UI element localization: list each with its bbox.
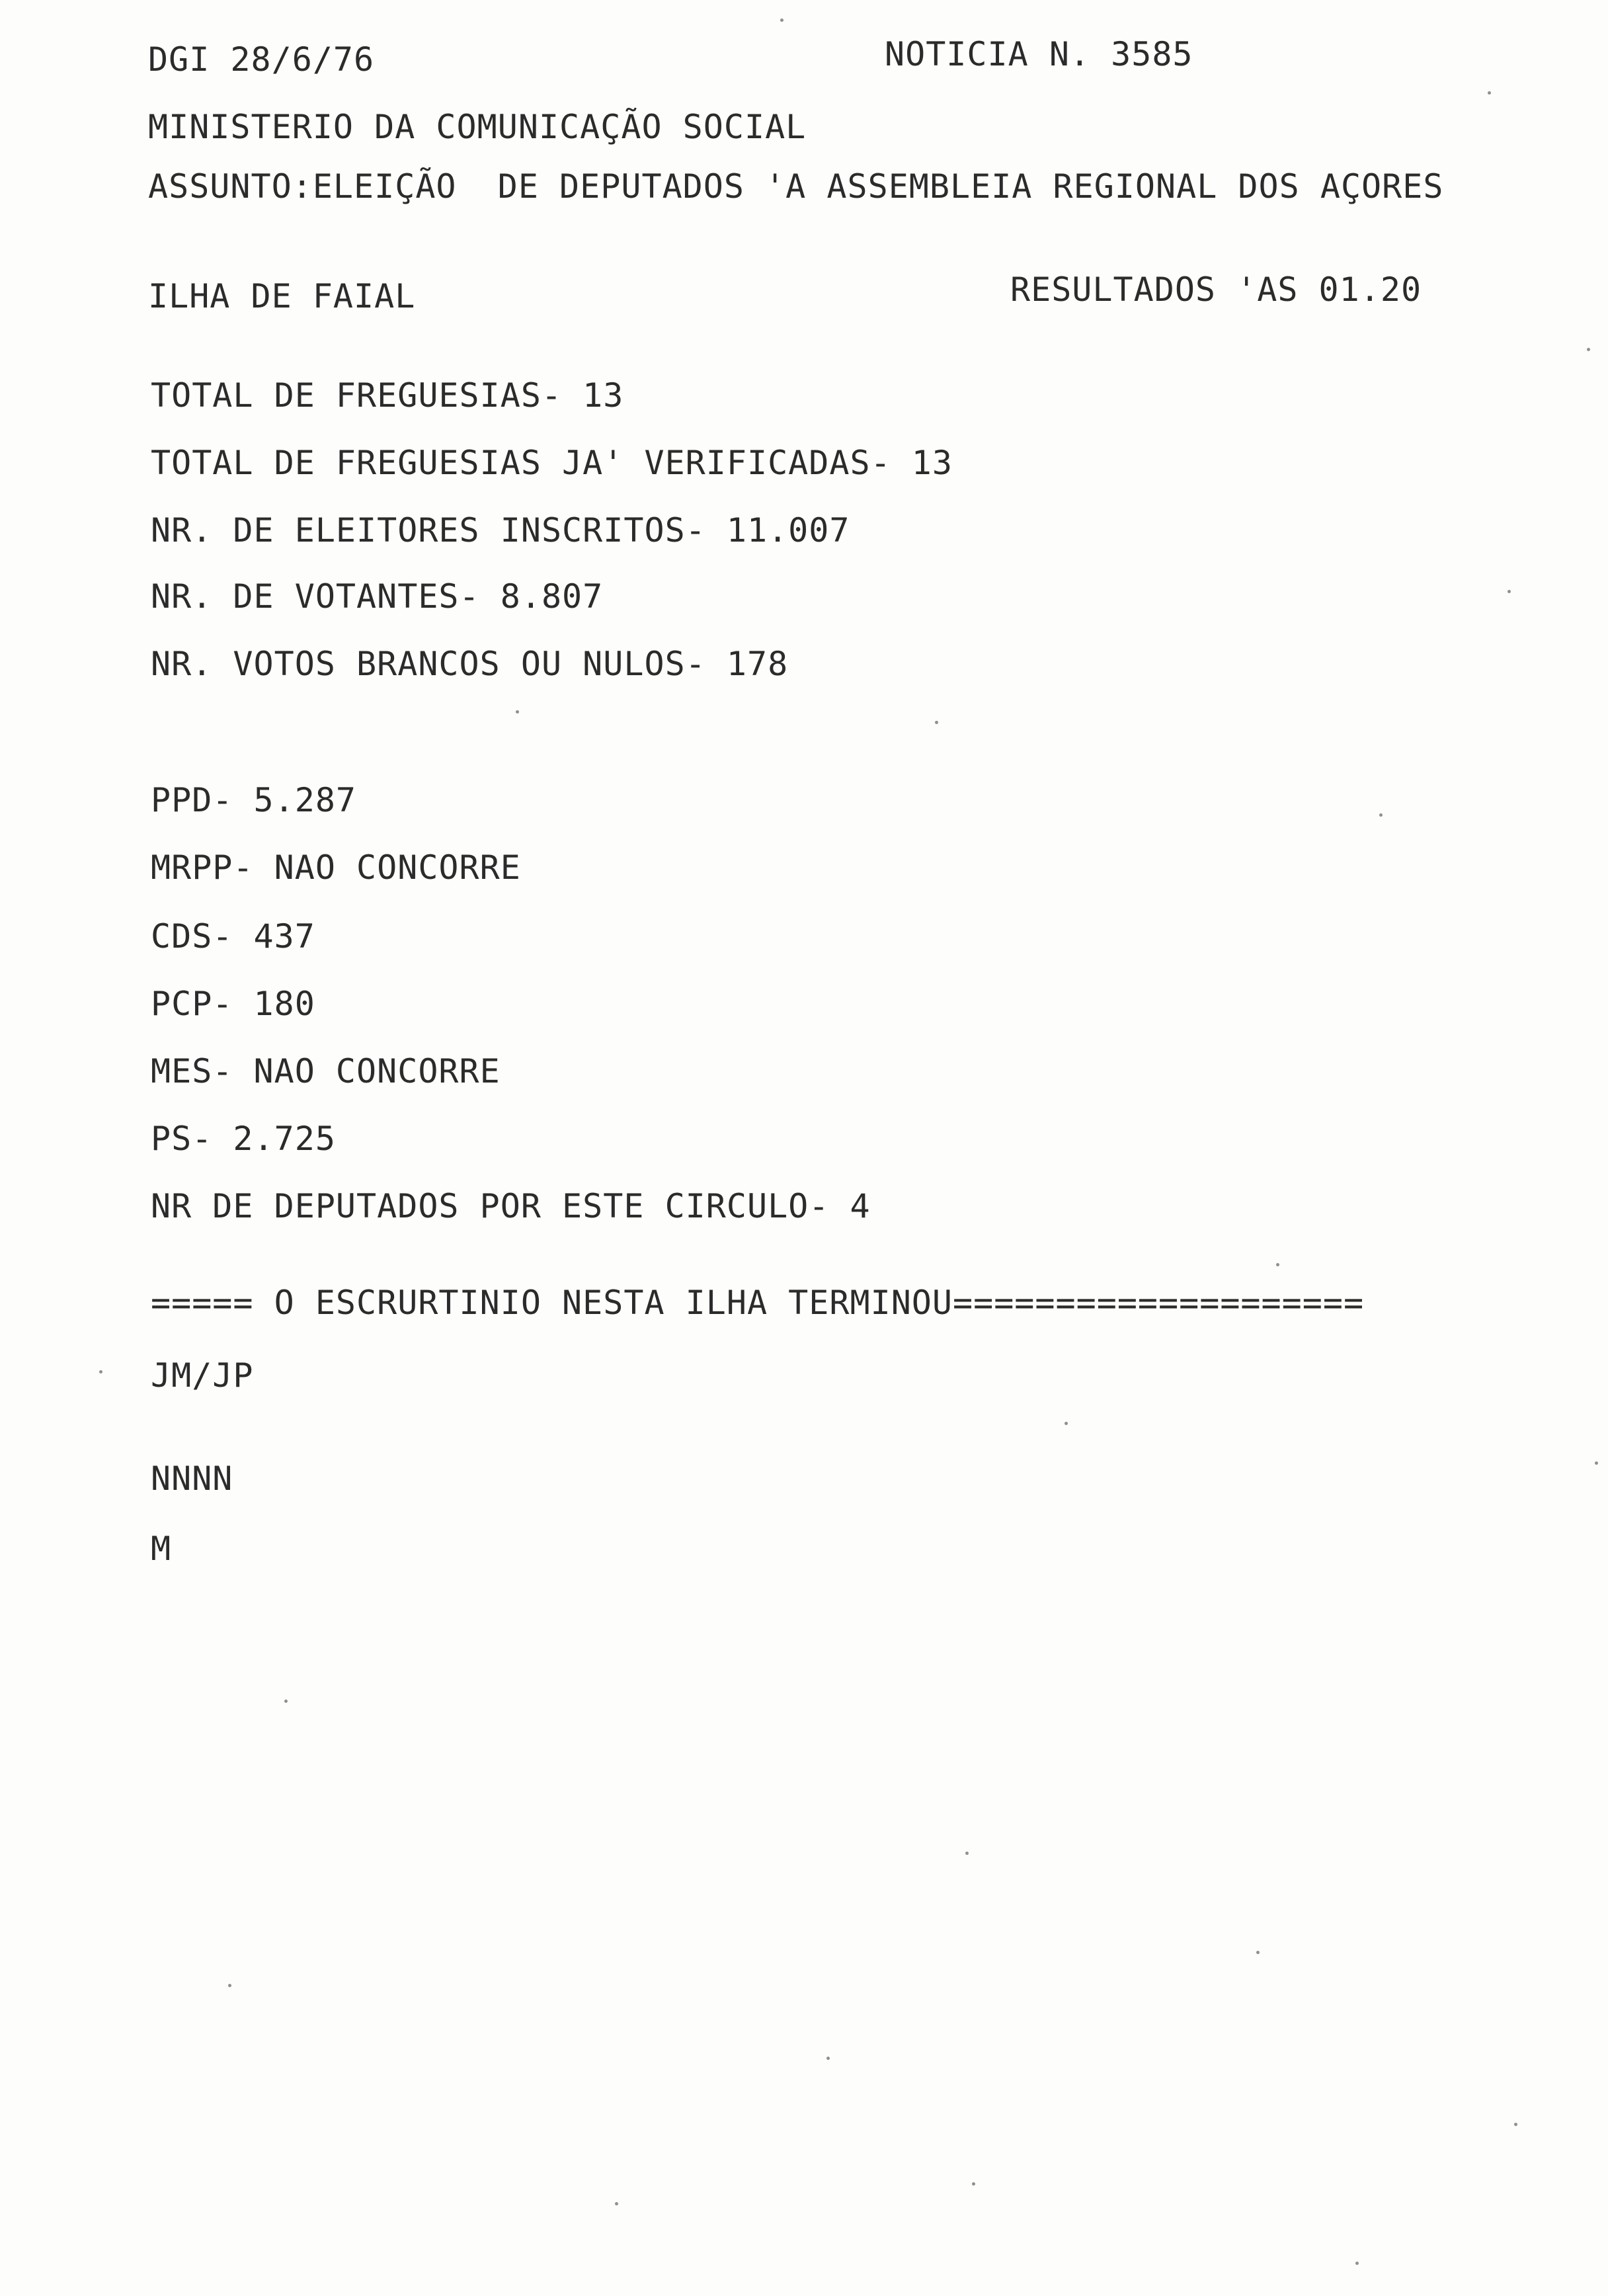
paper-speck [1276,1263,1279,1266]
party-result: CDS- 437 [151,917,315,956]
island-name: ILHA DE FAIAL [148,277,416,315]
paper-speck [284,1700,288,1703]
stat-line: NR. DE VOTANTES- 8.807 [151,577,604,616]
paper-speck [615,2202,618,2205]
paper-speck [1514,2123,1517,2126]
paper-speck [1256,1951,1260,1954]
paper-speck [935,721,938,724]
stat-line: NR. VOTOS BRANCOS OU NULOS- 178 [151,645,789,683]
operator-initials: JM/JP [151,1356,254,1395]
dgi-date: DGI 28/6/76 [148,40,375,79]
deputies-count: NR DE DEPUTADOS POR ESTE CIRCULO- 4 [151,1187,871,1225]
final-mark: M [151,1530,172,1568]
paper-speck [1065,1422,1068,1425]
paper-speck [516,710,519,714]
paper-speck [1379,813,1383,817]
stat-line: NR. DE ELEITORES INSCRITOS- 11.007 [151,511,850,550]
paper-speck [780,19,784,22]
message-end-code: NNNN [151,1459,233,1498]
paper-speck [1595,1461,1598,1465]
end-of-count-line: ===== O ESCRURTINIO NESTA ILHA TERMINOU==================== [151,1284,1365,1322]
paper-speck [99,1370,102,1374]
stat-line: TOTAL DE FREGUESIAS- 13 [151,376,624,415]
results-time: RESULTADOS 'AS 01.20 [1010,270,1422,309]
stat-line: TOTAL DE FREGUESIAS JA' VERIFICADAS- 13 [151,444,953,482]
subject-line: ASSUNTO:ELEIÇÃO DE DEPUTADOS 'A ASSEMBLEIA REGIONAL DOS AÇORES [148,167,1444,206]
noticia-number: NOTICIA N. 3585 [885,35,1193,73]
paper-speck [1508,590,1511,593]
ministry-line: MINISTERIO DA COMUNICAÇÃO SOCIAL [148,108,807,146]
paper-speck [1355,2262,1359,2265]
paper-speck [228,1984,231,1987]
paper-speck [965,1852,969,1855]
paper-speck [826,2057,830,2060]
paper-speck [1488,91,1491,95]
party-result: PCP- 180 [151,985,315,1023]
paper-speck [1587,348,1590,351]
party-result: MES- NAO CONCORRE [151,1052,501,1090]
party-result: PS- 2.725 [151,1120,336,1158]
paper-speck [972,2182,975,2186]
party-result: MRPP- NAO CONCORRE [151,848,521,887]
party-result: PPD- 5.287 [151,781,357,819]
